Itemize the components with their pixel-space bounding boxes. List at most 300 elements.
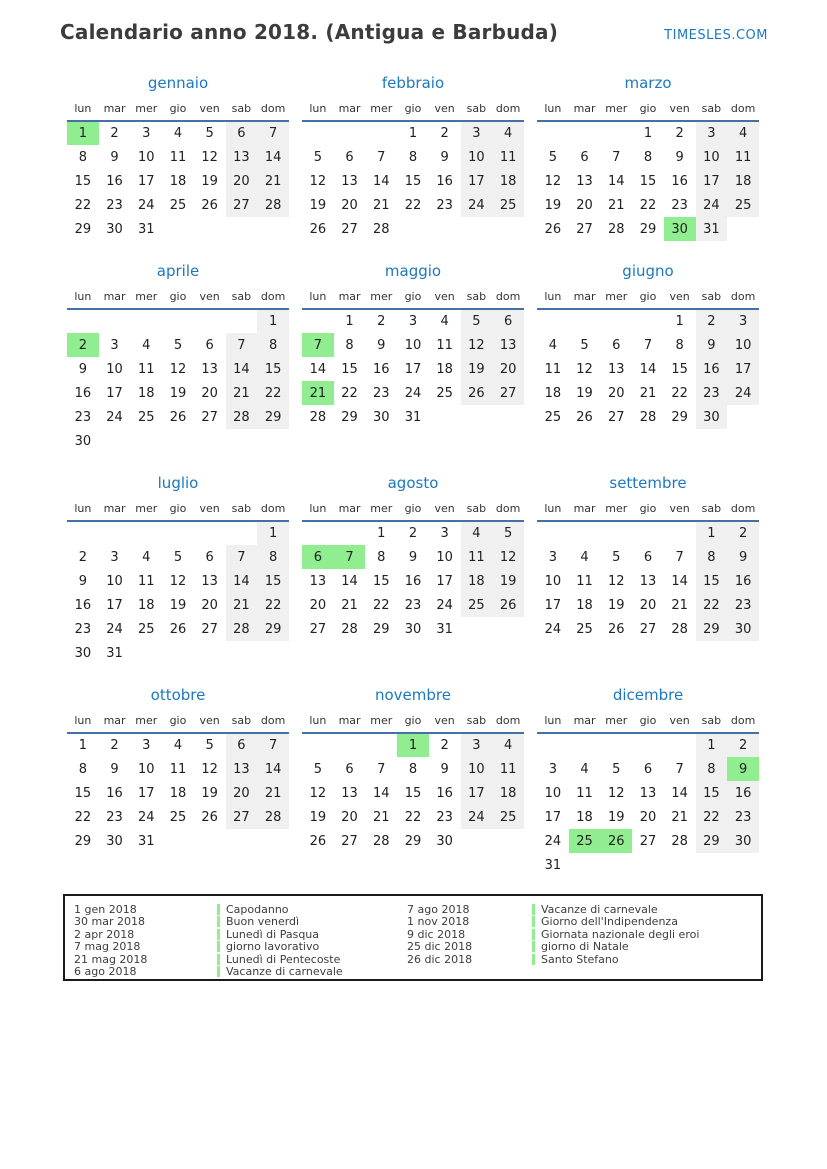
day-cell: 6 bbox=[643, 761, 653, 777]
day-cell: 13 bbox=[226, 757, 258, 781]
day-cell: 16 bbox=[696, 357, 728, 381]
weekday-header-row bbox=[67, 711, 289, 733]
day-cell: 22 bbox=[74, 197, 92, 213]
legend-holiday-label: Giorno dell'Indipendenza bbox=[541, 915, 678, 929]
day-cell: 27 bbox=[226, 193, 258, 217]
month-title: settembre bbox=[609, 474, 687, 492]
day-cell: 1 bbox=[78, 738, 87, 753]
day-cell: 28 bbox=[226, 405, 258, 429]
day-cell: 28 bbox=[309, 409, 327, 425]
week-row bbox=[302, 193, 524, 217]
week-row bbox=[537, 829, 759, 853]
empty-cell bbox=[537, 121, 569, 145]
day-cell: 23 bbox=[106, 197, 123, 213]
day-cell: 26 bbox=[544, 221, 562, 237]
empty-cell bbox=[537, 309, 569, 333]
week-row bbox=[537, 569, 759, 593]
legend-column-1 bbox=[74, 903, 407, 979]
day-cell: 17 bbox=[696, 169, 728, 193]
legend-holiday-label: Capodanno bbox=[226, 902, 289, 916]
day-cell: 20 bbox=[309, 597, 327, 613]
legend-date: 7 ago 2018 bbox=[407, 902, 470, 916]
week-row bbox=[302, 593, 524, 617]
legend-holiday-name bbox=[217, 965, 343, 978]
day-cell: 15 bbox=[639, 173, 657, 189]
day-cell: 13 bbox=[309, 573, 327, 589]
empty-cell bbox=[162, 217, 194, 241]
day-cell: 30 bbox=[74, 645, 92, 661]
day-cell: 11 bbox=[461, 545, 493, 569]
day-cell: 10 bbox=[436, 549, 453, 565]
day-cell: 5 bbox=[173, 549, 183, 565]
week-row bbox=[537, 545, 759, 569]
day-cell: 6 bbox=[580, 149, 589, 165]
day-cell: 27 bbox=[226, 805, 258, 829]
weekday-header-row bbox=[67, 287, 289, 309]
day-cell: 11 bbox=[137, 573, 155, 589]
day-cell: 13 bbox=[607, 361, 625, 377]
weekday-label-lun: lun bbox=[67, 287, 99, 309]
month-table bbox=[302, 99, 524, 241]
day-cell: 31 bbox=[137, 833, 155, 849]
day-cell: 22 bbox=[341, 385, 358, 401]
day-cell: 22 bbox=[671, 385, 688, 401]
empty-cell bbox=[727, 217, 759, 241]
empty-cell bbox=[569, 853, 601, 877]
day-cell: 18 bbox=[727, 169, 759, 193]
weekday-header-row bbox=[302, 711, 524, 733]
day-cell: 19 bbox=[576, 385, 593, 401]
day-cell: 20 bbox=[492, 357, 524, 381]
weekday-label-mar: mar bbox=[334, 499, 366, 521]
weekday-label-dom: dom bbox=[257, 499, 289, 521]
month-novembre bbox=[302, 685, 524, 853]
day-cell: 19 bbox=[309, 809, 327, 825]
holiday-legend bbox=[63, 894, 763, 981]
week-row bbox=[67, 405, 289, 429]
empty-cell bbox=[130, 429, 162, 453]
day-cell: 5 bbox=[205, 126, 214, 141]
week-row bbox=[67, 757, 289, 781]
day-cell: 7 bbox=[257, 733, 289, 757]
day-cell: 2 bbox=[67, 333, 99, 357]
weekday-label-sab: sab bbox=[461, 711, 493, 733]
empty-cell bbox=[130, 309, 162, 333]
day-cell: 16 bbox=[74, 385, 92, 401]
day-cell: 3 bbox=[461, 733, 493, 757]
day-cell: 12 bbox=[492, 545, 524, 569]
week-row bbox=[67, 429, 289, 453]
month-table bbox=[302, 287, 524, 429]
empty-cell bbox=[162, 309, 194, 333]
day-cell: 15 bbox=[341, 361, 358, 377]
day-cell: 9 bbox=[440, 149, 449, 165]
legend-holiday-name bbox=[217, 940, 319, 953]
weekday-label-sab: sab bbox=[696, 711, 728, 733]
day-cell: 26 bbox=[600, 829, 632, 853]
day-cell: 12 bbox=[461, 333, 493, 357]
week-row bbox=[302, 357, 524, 381]
day-cell: 21 bbox=[372, 197, 390, 213]
empty-cell bbox=[664, 733, 696, 757]
empty-cell bbox=[194, 521, 226, 545]
day-cell: 7 bbox=[675, 761, 684, 777]
empty-cell bbox=[365, 733, 397, 757]
legend-holiday-name bbox=[217, 928, 319, 941]
day-cell: 28 bbox=[671, 833, 688, 849]
weekday-label-lun: lun bbox=[67, 499, 99, 521]
empty-cell bbox=[696, 853, 728, 877]
legend-entry bbox=[407, 941, 761, 954]
weekday-label-mar: mar bbox=[334, 287, 366, 309]
day-cell: 29 bbox=[74, 833, 92, 849]
day-cell: 3 bbox=[440, 526, 449, 541]
day-cell: 5 bbox=[580, 337, 589, 353]
weekday-label-dom: dom bbox=[727, 99, 759, 121]
day-cell: 16 bbox=[106, 785, 123, 801]
day-cell: 25 bbox=[169, 809, 187, 825]
day-cell: 20 bbox=[201, 597, 218, 613]
day-cell: 28 bbox=[639, 409, 657, 425]
day-cell: 24 bbox=[544, 833, 562, 849]
day-cell: 30 bbox=[372, 409, 390, 425]
legend-date: 25 dic 2018 bbox=[407, 940, 473, 954]
day-cell: 26 bbox=[607, 621, 625, 637]
day-cell: 16 bbox=[436, 785, 453, 801]
day-cell: 12 bbox=[201, 761, 218, 777]
weekday-header-row bbox=[302, 499, 524, 521]
day-cell: 13 bbox=[639, 573, 657, 589]
month-title: maggio bbox=[384, 262, 442, 280]
day-cell: 29 bbox=[372, 621, 390, 637]
weekday-label-lun: lun bbox=[302, 287, 334, 309]
day-cell: 30 bbox=[106, 221, 123, 237]
day-cell: 25 bbox=[544, 409, 562, 425]
holiday-marker-icon bbox=[217, 941, 220, 952]
day-cell: 4 bbox=[580, 549, 589, 565]
empty-cell bbox=[600, 521, 632, 545]
day-cell: 7 bbox=[377, 149, 386, 165]
day-cell: 12 bbox=[544, 173, 562, 189]
day-cell: 6 bbox=[345, 761, 354, 777]
day-cell: 23 bbox=[696, 381, 728, 405]
day-cell: 18 bbox=[576, 809, 593, 825]
weekday-label-lun: lun bbox=[537, 499, 569, 521]
empty-cell bbox=[461, 405, 493, 429]
day-cell: 28 bbox=[607, 221, 625, 237]
day-cell: 19 bbox=[201, 785, 218, 801]
week-row bbox=[67, 217, 289, 241]
day-cell: 5 bbox=[173, 337, 183, 353]
month-luglio bbox=[67, 473, 289, 665]
day-cell: 29 bbox=[639, 221, 657, 237]
day-cell: 15 bbox=[74, 173, 92, 189]
week-row bbox=[302, 733, 524, 757]
day-cell: 18 bbox=[137, 597, 155, 613]
day-cell: 8 bbox=[408, 149, 418, 165]
day-cell: 20 bbox=[226, 781, 258, 805]
day-cell: 24 bbox=[436, 597, 453, 613]
legend-date: 9 dic 2018 bbox=[407, 927, 466, 941]
month-table bbox=[537, 499, 759, 641]
day-cell: 15 bbox=[671, 361, 688, 377]
day-cell: 4 bbox=[173, 126, 183, 141]
day-cell: 10 bbox=[106, 361, 123, 377]
day-cell: 19 bbox=[607, 809, 625, 825]
weekday-label-sab: sab bbox=[696, 499, 728, 521]
day-cell: 23 bbox=[727, 805, 759, 829]
weekday-label-ven: ven bbox=[194, 711, 226, 733]
day-cell: 17 bbox=[436, 573, 453, 589]
day-cell: 17 bbox=[106, 385, 123, 401]
empty-cell bbox=[397, 217, 429, 241]
empty-cell bbox=[194, 309, 226, 333]
day-cell: 5 bbox=[205, 738, 214, 753]
empty-cell bbox=[537, 733, 569, 757]
weekday-label-sab: sab bbox=[226, 711, 258, 733]
day-cell: 14 bbox=[226, 357, 258, 381]
day-cell: 22 bbox=[404, 197, 422, 213]
weekday-label-mer: mer bbox=[600, 287, 632, 309]
weekday-label-mer: mer bbox=[130, 99, 162, 121]
legend-holiday-name bbox=[532, 953, 619, 966]
day-cell: 7 bbox=[334, 545, 366, 569]
weekday-label-mar: mar bbox=[99, 287, 131, 309]
week-row bbox=[302, 805, 524, 829]
day-cell: 4 bbox=[492, 733, 524, 757]
legend-holiday-name bbox=[532, 940, 629, 953]
empty-cell bbox=[194, 641, 226, 665]
day-cell: 28 bbox=[226, 617, 258, 641]
day-cell: 14 bbox=[341, 573, 358, 589]
day-cell: 25 bbox=[576, 621, 593, 637]
day-cell: 18 bbox=[461, 569, 493, 593]
empty-cell bbox=[302, 121, 334, 145]
day-cell: 21 bbox=[257, 169, 289, 193]
day-cell: 30 bbox=[727, 829, 759, 853]
day-cell: 20 bbox=[341, 197, 358, 213]
weekday-label-mar: mar bbox=[99, 711, 131, 733]
day-cell: 28 bbox=[372, 221, 390, 237]
day-cell: 1 bbox=[257, 521, 289, 545]
day-cell: 13 bbox=[201, 573, 218, 589]
month-title: aprile bbox=[156, 262, 200, 280]
week-row bbox=[302, 569, 524, 593]
day-cell: 14 bbox=[607, 173, 625, 189]
day-cell: 12 bbox=[576, 361, 593, 377]
week-row bbox=[67, 521, 289, 545]
day-cell: 13 bbox=[492, 333, 524, 357]
day-cell: 18 bbox=[137, 385, 155, 401]
weekday-label-dom: dom bbox=[492, 99, 524, 121]
day-cell: 29 bbox=[257, 405, 289, 429]
week-row bbox=[537, 805, 759, 829]
day-cell: 18 bbox=[169, 173, 187, 189]
day-cell: 29 bbox=[696, 829, 728, 853]
weekday-header-row bbox=[537, 711, 759, 733]
day-cell: 16 bbox=[436, 173, 453, 189]
weekday-label-gio: gio bbox=[397, 499, 429, 521]
day-cell: 10 bbox=[727, 333, 759, 357]
day-cell: 2 bbox=[696, 309, 728, 333]
month-gennaio bbox=[67, 73, 289, 241]
weekday-label-sab: sab bbox=[226, 99, 258, 121]
week-row bbox=[537, 381, 759, 405]
day-cell: 17 bbox=[544, 597, 562, 613]
day-cell: 8 bbox=[78, 149, 87, 165]
page-title: Calendario anno 2018. (Antigua e Barbuda) bbox=[60, 20, 559, 44]
day-cell: 25 bbox=[492, 193, 524, 217]
day-cell: 2 bbox=[440, 738, 449, 753]
day-cell: 25 bbox=[727, 193, 759, 217]
week-row bbox=[302, 309, 524, 333]
page-header bbox=[0, 0, 827, 44]
day-cell: 29 bbox=[257, 617, 289, 641]
empty-cell bbox=[67, 521, 99, 545]
day-cell: 12 bbox=[169, 361, 187, 377]
legend-holiday-label: Buon venerdì bbox=[226, 915, 300, 929]
week-row bbox=[67, 781, 289, 805]
holiday-marker-icon bbox=[532, 941, 535, 952]
day-cell: 2 bbox=[727, 521, 759, 545]
day-cell: 27 bbox=[309, 621, 327, 637]
weekday-label-gio: gio bbox=[397, 287, 429, 309]
day-cell: 3 bbox=[696, 121, 728, 145]
month-giugno bbox=[537, 261, 759, 429]
day-cell: 31 bbox=[404, 409, 422, 425]
empty-cell bbox=[727, 853, 759, 877]
weekday-header-row bbox=[537, 287, 759, 309]
month-title: ottobre bbox=[150, 686, 206, 704]
weekday-label-gio: gio bbox=[397, 711, 429, 733]
day-cell: 6 bbox=[643, 549, 653, 565]
day-cell: 9 bbox=[377, 337, 386, 353]
legend-holiday-label: Vacanze di carnevale bbox=[541, 902, 658, 916]
weekday-label-ven: ven bbox=[664, 711, 696, 733]
day-cell: 18 bbox=[492, 169, 524, 193]
day-cell: 10 bbox=[106, 573, 123, 589]
week-row bbox=[537, 733, 759, 757]
weekday-label-mer: mer bbox=[365, 499, 397, 521]
day-cell: 3 bbox=[110, 549, 119, 565]
empty-cell bbox=[162, 641, 194, 665]
legend-entry bbox=[407, 916, 761, 929]
legend-holiday-label: Lunedì di Pasqua bbox=[226, 927, 320, 941]
weekday-label-mer: mer bbox=[365, 287, 397, 309]
empty-cell bbox=[302, 309, 334, 333]
day-cell: 8 bbox=[257, 545, 289, 569]
day-cell: 4 bbox=[142, 337, 151, 353]
empty-cell bbox=[632, 521, 664, 545]
day-cell: 20 bbox=[226, 169, 258, 193]
day-cell: 25 bbox=[137, 621, 155, 637]
day-cell: 19 bbox=[201, 173, 218, 189]
day-cell: 28 bbox=[341, 621, 358, 637]
empty-cell bbox=[257, 829, 289, 853]
day-cell: 3 bbox=[548, 549, 557, 565]
weekday-label-dom: dom bbox=[492, 499, 524, 521]
day-cell: 5 bbox=[612, 761, 621, 777]
empty-cell bbox=[664, 521, 696, 545]
day-cell: 23 bbox=[404, 597, 422, 613]
week-row bbox=[67, 545, 289, 569]
empty-cell bbox=[302, 521, 334, 545]
day-cell: 1 bbox=[257, 309, 289, 333]
day-cell: 11 bbox=[436, 337, 453, 353]
week-row bbox=[537, 521, 759, 545]
day-cell: 10 bbox=[544, 785, 562, 801]
day-cell: 7 bbox=[257, 121, 289, 145]
day-cell: 21 bbox=[226, 381, 258, 405]
day-cell: 1 bbox=[643, 126, 653, 141]
day-cell: 4 bbox=[727, 121, 759, 145]
legend-holiday-name bbox=[532, 903, 658, 916]
day-cell: 8 bbox=[377, 549, 386, 565]
day-cell: 25 bbox=[436, 385, 453, 401]
empty-cell bbox=[99, 309, 131, 333]
day-cell: 31 bbox=[106, 645, 123, 661]
day-cell: 22 bbox=[639, 197, 657, 213]
day-cell: 4 bbox=[580, 761, 589, 777]
day-cell: 31 bbox=[137, 221, 155, 237]
day-cell: 2 bbox=[440, 126, 449, 141]
day-cell: 2 bbox=[408, 526, 418, 541]
week-row bbox=[67, 641, 289, 665]
day-cell: 24 bbox=[106, 621, 123, 637]
day-cell: 23 bbox=[436, 809, 453, 825]
legend-date: 7 mag 2018 bbox=[74, 940, 141, 954]
empty-cell bbox=[226, 309, 258, 333]
empty-cell bbox=[569, 733, 601, 757]
weekday-label-lun: lun bbox=[67, 711, 99, 733]
day-cell: 15 bbox=[696, 781, 728, 805]
legend-entry bbox=[407, 903, 761, 916]
day-cell: 17 bbox=[544, 809, 562, 825]
month-febbraio bbox=[302, 73, 524, 241]
day-cell: 16 bbox=[727, 569, 759, 593]
site-link[interactable]: TIMESLES.COM bbox=[664, 28, 768, 43]
week-row bbox=[302, 757, 524, 781]
holiday-marker-icon bbox=[532, 916, 535, 927]
weekday-label-mar: mar bbox=[569, 287, 601, 309]
weekday-label-gio: gio bbox=[632, 287, 664, 309]
holiday-marker-icon bbox=[217, 916, 220, 927]
weekday-label-lun: lun bbox=[537, 287, 569, 309]
week-row bbox=[302, 169, 524, 193]
day-cell: 6 bbox=[226, 121, 258, 145]
day-cell: 31 bbox=[436, 621, 453, 637]
day-cell: 28 bbox=[671, 621, 688, 637]
day-cell: 6 bbox=[302, 545, 334, 569]
day-cell: 20 bbox=[607, 385, 625, 401]
day-cell: 26 bbox=[576, 409, 593, 425]
day-cell: 12 bbox=[309, 785, 327, 801]
day-cell: 8 bbox=[696, 545, 728, 569]
day-cell: 5 bbox=[313, 761, 322, 777]
day-cell: 5 bbox=[492, 521, 524, 545]
day-cell: 22 bbox=[696, 805, 728, 829]
day-cell: 21 bbox=[226, 593, 258, 617]
week-row bbox=[302, 617, 524, 641]
day-cell: 12 bbox=[607, 785, 625, 801]
weekday-label-mer: mer bbox=[130, 711, 162, 733]
day-cell: 16 bbox=[372, 361, 390, 377]
day-cell: 15 bbox=[74, 785, 92, 801]
legend-entry bbox=[74, 916, 407, 929]
day-cell: 28 bbox=[372, 833, 390, 849]
day-cell: 1 bbox=[345, 314, 354, 329]
holiday-marker-icon bbox=[217, 954, 220, 965]
